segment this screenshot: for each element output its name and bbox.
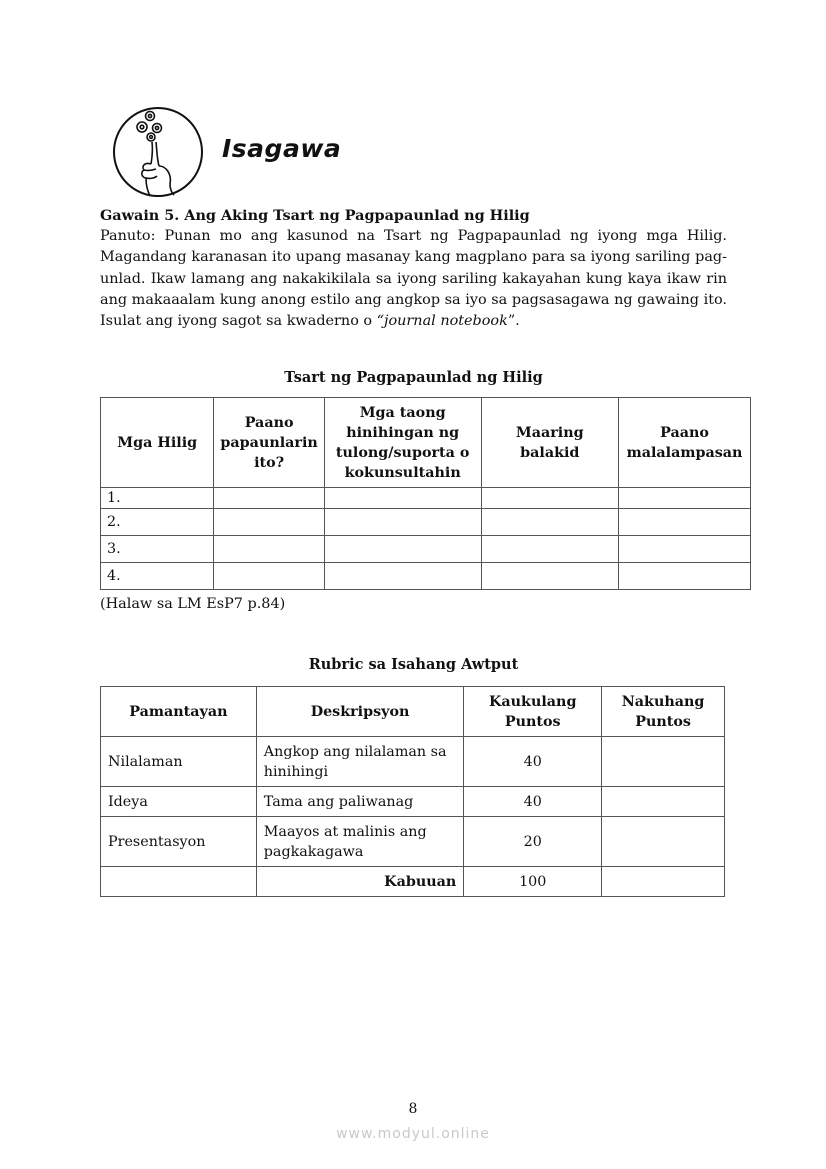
description: Angkop ang nilalaman sa hinihingi <box>256 737 464 787</box>
activity-heading: Gawain 5. Ang Aking Tsart ng Pagpapaunlad ng Hilig <box>100 207 530 224</box>
tsart-header-malalampasan: Paano malalampasan <box>619 398 751 488</box>
points: 40 <box>464 787 602 817</box>
tsart-header-mga-taong: Mga taong hinihingan ng tulong/suporta o kokunsultahin <box>324 398 481 488</box>
tsart-header-hilig: Mga Hilig <box>101 398 214 488</box>
criterion: Ideya <box>101 787 257 817</box>
instructions-end: ”. <box>507 313 520 330</box>
row-number: 4. <box>101 563 214 590</box>
criterion: Nilalaman <box>101 737 257 787</box>
table-row <box>101 563 751 590</box>
section-title: Isagawa <box>222 134 342 163</box>
score <box>602 817 725 867</box>
rubric-table <box>100 686 725 897</box>
activity-instructions <box>100 226 727 332</box>
instructions-italic: “journal notebook <box>376 313 508 330</box>
rubric-header-deskripsyon: Deskripsyon <box>256 687 464 737</box>
rubric-header-kaukulang-puntos: Kaukulang Puntos <box>464 687 602 737</box>
table-row <box>101 509 751 536</box>
row-number: 3. <box>101 536 214 563</box>
table-row <box>101 536 751 563</box>
table-row <box>101 488 751 509</box>
tsart-table <box>100 397 751 590</box>
score <box>602 737 725 787</box>
table-row <box>101 787 725 817</box>
watermark: www.modyul.online <box>336 1126 490 1142</box>
points: 40 <box>464 737 602 787</box>
points: 20 <box>464 817 602 867</box>
table-row-total <box>101 867 725 897</box>
row-number: 2. <box>101 509 214 536</box>
tsart-header-balakid: Maaring balakid <box>481 398 618 488</box>
hand-gears-icon <box>112 106 204 198</box>
activity-block <box>100 205 727 332</box>
score <box>602 787 725 817</box>
total-points: 100 <box>464 867 602 897</box>
description: Tama ang paliwanag <box>256 787 464 817</box>
description: Maayos at malinis ang pagkakagawa <box>256 817 464 867</box>
source-note: (Halaw sa LM EsP7 p.84) <box>100 596 286 612</box>
rubric-header-pamantayan: Pamantayan <box>101 687 257 737</box>
table-row <box>101 817 725 867</box>
tsart-caption: Tsart ng Pagpapaunlad ng Hilig <box>284 369 543 386</box>
page-number: 8 <box>408 1101 418 1117</box>
row-number: 1. <box>101 488 214 509</box>
rubric-caption: Rubric sa Isahang Awtput <box>308 656 519 673</box>
table-row <box>101 737 725 787</box>
criterion: Presentasyon <box>101 817 257 867</box>
rubric-header-nakuhang-puntos: Nakuhang Puntos <box>602 687 725 737</box>
tsart-header-paano-papaunlarin: Paano papaunlarin ito? <box>214 398 324 488</box>
total-label: Kabuuan <box>256 867 464 897</box>
instructions-text: Panuto: Punan mo ang kasunod na Tsart ng Pagpapaunlad ng iyong mga Hilig. Magandang karanasan ito upang masanay kang magplano para sa iyong sariling pag-unlad. Ikaw lamang ang nakakikilala sa iyong sariling kakayahan kung kaya ikaw rin ang makaaalam kung anong estilo ang angkop sa iyo sa pagsasagawa ng gawaing ito. Isulat ang iyong sagot sa kwaderno o <box>100 228 727 330</box>
